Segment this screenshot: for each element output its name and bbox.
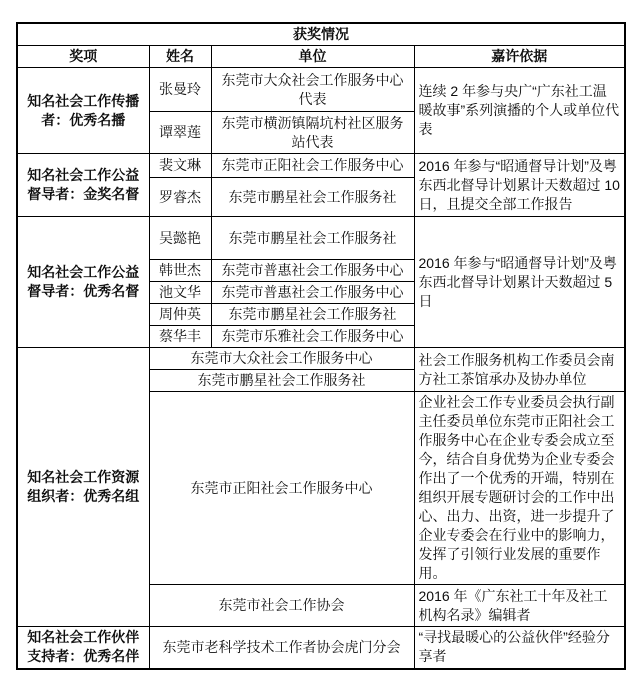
unit-cell: 东莞市正阳社会工作服务中心	[211, 154, 414, 178]
basis-cell: 2016 年参与“昭通督导计划”及粤东西北督导计划累计天数超过 5 日	[414, 217, 625, 348]
unit-cell: 东莞市横沥镇隔坑村社区服务站代表	[211, 112, 414, 154]
name-cell: 池文华	[149, 282, 211, 304]
column-header-name: 姓名	[149, 46, 211, 68]
column-header-award: 奖项	[17, 46, 149, 68]
basis-cell: “寻找最暖心的公益伙伴”经验分享者	[414, 627, 625, 669]
table-row	[17, 348, 625, 370]
table-row	[17, 627, 625, 669]
table-row	[17, 154, 625, 178]
basis-cell: 社会工作服务机构工作委员会南方社工茶馆承办及协办单位	[414, 348, 625, 392]
award-cell: 知名社会工作资源组织者：优秀名组	[17, 348, 149, 627]
unit-cell: 东莞市乐雅社会工作服务中心	[211, 326, 414, 348]
award-cell: 知名社会工作传播者：优秀名播	[17, 68, 149, 154]
unit-cell: 东莞市鹏星社会工作服务社	[211, 178, 414, 217]
table-row	[17, 217, 625, 260]
unit-cell: 东莞市老科学技术工作者协会虎门分会	[149, 627, 414, 669]
basis-cell: 2016 年《广东社工十年及社工机构名录》编辑者	[414, 585, 625, 627]
unit-cell: 东莞市正阳社会工作服务中心	[149, 392, 414, 585]
unit-cell: 东莞市鹏星社会工作服务社	[149, 370, 414, 392]
name-cell: 张曼玲	[149, 68, 211, 112]
award-cell: 知名社会工作公益督导者：优秀名督	[17, 217, 149, 348]
name-cell: 裴文琳	[149, 154, 211, 178]
name-cell: 谭翠莲	[149, 112, 211, 154]
basis-cell: 2016 年参与“昭通督导计划”及粤东西北督导计划累计天数超过 10 日，且提交全部工作报告	[414, 154, 625, 217]
unit-cell: 东莞市鹏星社会工作服务社	[211, 217, 414, 260]
unit-cell: 东莞市鹏星社会工作服务社	[211, 304, 414, 326]
award-cell: 知名社会工作公益督导者：金奖名督	[17, 154, 149, 217]
name-cell: 吴懿艳	[149, 217, 211, 260]
unit-cell: 东莞市社会工作协会	[149, 585, 414, 627]
basis-cell: 企业社会工作专业委员会执行副主任委员单位东莞市正阳社会工作服务中心在企业专委会成立至今，结合自身优势为企业专委会作出了一个优秀的开端，特别在组织开展专题研讨会的工作中出心、出力、出资，进一步提升了企业专委会在行业中的影响力，发挥了引领行业发展的重要作用。	[414, 392, 625, 585]
award-table	[16, 22, 626, 670]
table-row	[17, 68, 625, 112]
name-cell: 韩世杰	[149, 260, 211, 282]
award-cell: 知名社会工作伙伴支持者：优秀名伴	[17, 627, 149, 669]
unit-cell: 东莞市大众社会工作服务中心代表	[211, 68, 414, 112]
column-header-basis: 嘉许依据	[414, 46, 625, 68]
name-cell: 蔡华丰	[149, 326, 211, 348]
column-header-unit: 单位	[211, 46, 414, 68]
name-cell: 罗睿杰	[149, 178, 211, 217]
unit-cell: 东莞市大众社会工作服务中心	[149, 348, 414, 370]
unit-cell: 东莞市普惠社会工作服务中心	[211, 282, 414, 304]
unit-cell: 东莞市普惠社会工作服务中心	[211, 260, 414, 282]
basis-cell: 连续 2 年参与央广“广东社工温暖故事”系列演播的个人或单位代表	[414, 68, 625, 154]
table-title: 获奖情况	[17, 23, 625, 46]
name-cell: 周仲英	[149, 304, 211, 326]
